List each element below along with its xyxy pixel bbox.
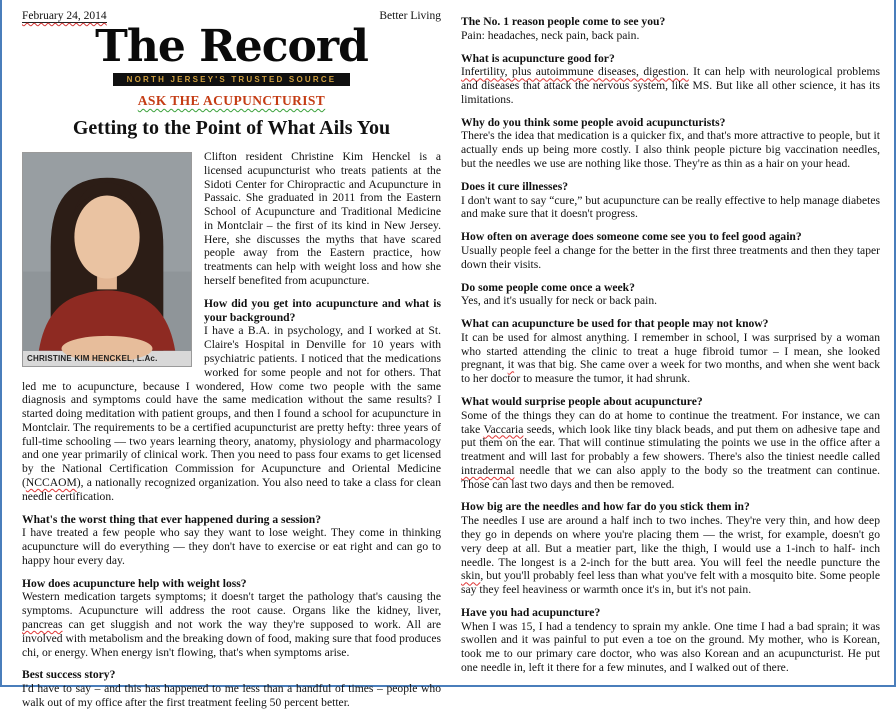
answer: There's the idea that medication is a quicker fix, and that's more attractive to people, but it actually ends up being more costly. I also think people picture big vaccination needles, but the needles we use are nothing like those. They're as thin as a hair on your head.: [461, 129, 880, 171]
answer: I have a B.A. in psychology, and I worked at St. Claire's Hospital in Denville for 10 years with psychiatric patients. I noticed that the medications worked for some people and not for others. That led me to acupuncture, because I wondered, How come two people with the same diagnosis and symptoms could have the same medication without the same results? I started doing meditation with patient groups, and then I found a school for acupuncture in Montclair. The requirements to be a certified acupuncturist are pretty hefty: three years of full-time schooling — two years learning theory, anatomy, physiology and pharmacology and one year primarily of clinical work. Then you need to pass four exams to get licensed by the National Certification Commission for Acupuncture and Oriental Medicine (NCCAOM), a nationally recognized organization. You also need to take a class for clean needle certification.: [22, 324, 441, 503]
qa-block: [461, 317, 880, 386]
intro-paragraph: Clifton resident Christine Kim Henckel is a licensed acupuncturist who treats patients at the Sidoti Center for Chiropractic and Acupuncture in Passaic. She graduated in 2011 from the Eastern School of Acupuncture and Traditional Medicine in Montclair – the first of its kind in New Jersey. Here, she discusses the myths that have scared people away from the Eastern practice, how treatments can help with weight loss and how she herself benefited from acupuncture.: [204, 150, 441, 288]
qa-block: [461, 230, 880, 271]
qa-block: [22, 513, 441, 568]
qa-block: [461, 281, 880, 309]
answer: Pain: headaches, neck pain, back pain.: [461, 28, 640, 42]
masthead-title: The Record: [95, 21, 368, 72]
answer: Usually people feel a change for the better in the first three treatments and then they taper down their visits.: [461, 243, 880, 271]
question: Best success story?: [22, 668, 116, 682]
answer: Infertility, plus autoimmune diseases, digestion. It can help with neurological problems and diseases that attack the nervous system, like MS. But like all other science, it has its limitations.: [461, 65, 881, 106]
question: Do some people come once a week?: [461, 280, 635, 294]
right-column: [461, 10, 880, 677]
qa-block: [461, 52, 880, 107]
question: What would surprise people about acupuncture?: [461, 394, 703, 408]
qa-block: [461, 180, 880, 221]
masthead: [22, 21, 441, 87]
answer: When I was 15, I had a tendency to sprain my ankle. One time I had a bad sprain; it was swollen and it was painful to put even a toe on the ground. My mother, who is Korean, took me to our primary care doctor, who was also Korean and an acupuncturist. He put one needle in, left it there for a few minutes, and I walked out of there.: [461, 619, 880, 675]
question: The No. 1 reason people come to see you?: [461, 15, 666, 28]
question: What can acupuncture be used for that people may not know?: [461, 317, 769, 331]
section-label: Better Living: [379, 10, 441, 22]
question: How big are the needles and how far do you stick them in?: [461, 500, 750, 514]
question: How does acupuncture help with weight loss?: [22, 576, 247, 590]
answer: Yes, and it's usually for neck or back pain.: [461, 294, 658, 308]
kicker: ASK THE ACUPUNCTURIST: [137, 93, 326, 108]
left-column: [22, 10, 441, 709]
qa-block: [461, 395, 880, 491]
answer: I'd have to say – and this has happened to me less than a handful of times – people who walk out of my office after the first treatment feeling 50 percent better.: [22, 682, 441, 709]
question: What's the worst thing that ever happened during a session?: [22, 512, 322, 526]
answer: Some of the things they can do at home to continue the treatment. For instance, we can take Vaccaria seeds, which look like tiny black beads, and put them on adhesive tape and put them on the ear. That will continue stimulating the points we use in the office after a treatment and will last for probably a few showers. There's also the tiniest needle called intradermal needle that we can also apply to the body so the treatment can continue. Those can last two days and then be removed.: [461, 408, 880, 491]
question: How often on average does someone come see you to feel good again?: [461, 230, 802, 244]
answer: Western medication targets symptoms; it doesn't target the pathology that's causing the symptoms. Acupuncture will address the root cause. Organs like the kidney, liver, pancreas can get sluggish and not work the way they're supposed to work. All are involved with metabolism and the breaking down of food, making sure that food produces chi, or energy. When energy isn't flowing, that's when symptoms arise.: [22, 590, 441, 659]
qa-block: [461, 15, 880, 43]
question: Why do you think some people avoid acupuncturists?: [461, 115, 726, 129]
portrait-photo: [23, 153, 191, 351]
answer: I have treated a few people who say they want to lose weight. They come in thinking acupuncture will do everything — they don't have to exercise or eat right and can go to happy hour every day.: [22, 526, 441, 567]
answer: I don't want to say “cure,” but acupuncture can be really effective to help manage diabetes and make sure that it doesn't progress.: [461, 193, 880, 221]
qa-block: [461, 606, 880, 675]
question: What is acupuncture good for?: [461, 51, 615, 65]
answer: The needles I use are around a half inch to two inches. They're very thin, and how deep they go in depends on where you're placing them — the wrist, for example, doesn't go very deep at all. But a meatier part, like the thigh, I would use a 1-inch to half- inch needle. The longest is a 2-inch for the butt area. You will feel the needle puncture the skin, but you'll probably feel less than what you've felt with a mosquito bite. Some people say they feel heaviness or warmth once it's in, but it's not pain.: [461, 514, 880, 597]
article-body: [22, 150, 441, 710]
answer: It can be used for almost anything. I remember in school, I was surprised by a woman who started attending the clinic to treat a huge fibroid tumor – I mean, she looked pregnant, it was that big. She came over a week for two months, and when she went back to her doctor to measure the tumor, it had shrunk.: [461, 330, 880, 386]
date-label: February 24, 2014: [22, 10, 107, 22]
question: Does it cure illnesses?: [461, 179, 569, 193]
qa-block: [22, 668, 441, 709]
headline: Getting to the Point of What Ails You: [72, 117, 391, 139]
qa-block: [22, 577, 441, 660]
question: How did you get into acupuncture and what is your background?: [204, 296, 441, 324]
qa-block: [461, 500, 880, 596]
portrait-figure: [22, 152, 192, 367]
qa-block: [461, 116, 880, 171]
masthead-tagline: NORTH JERSEY'S TRUSTED SOURCE: [113, 73, 351, 86]
photo-caption: CHRISTINE KIM HENCKEL, L.Ac.: [23, 351, 191, 366]
question: Have you had acupuncture?: [461, 605, 601, 619]
